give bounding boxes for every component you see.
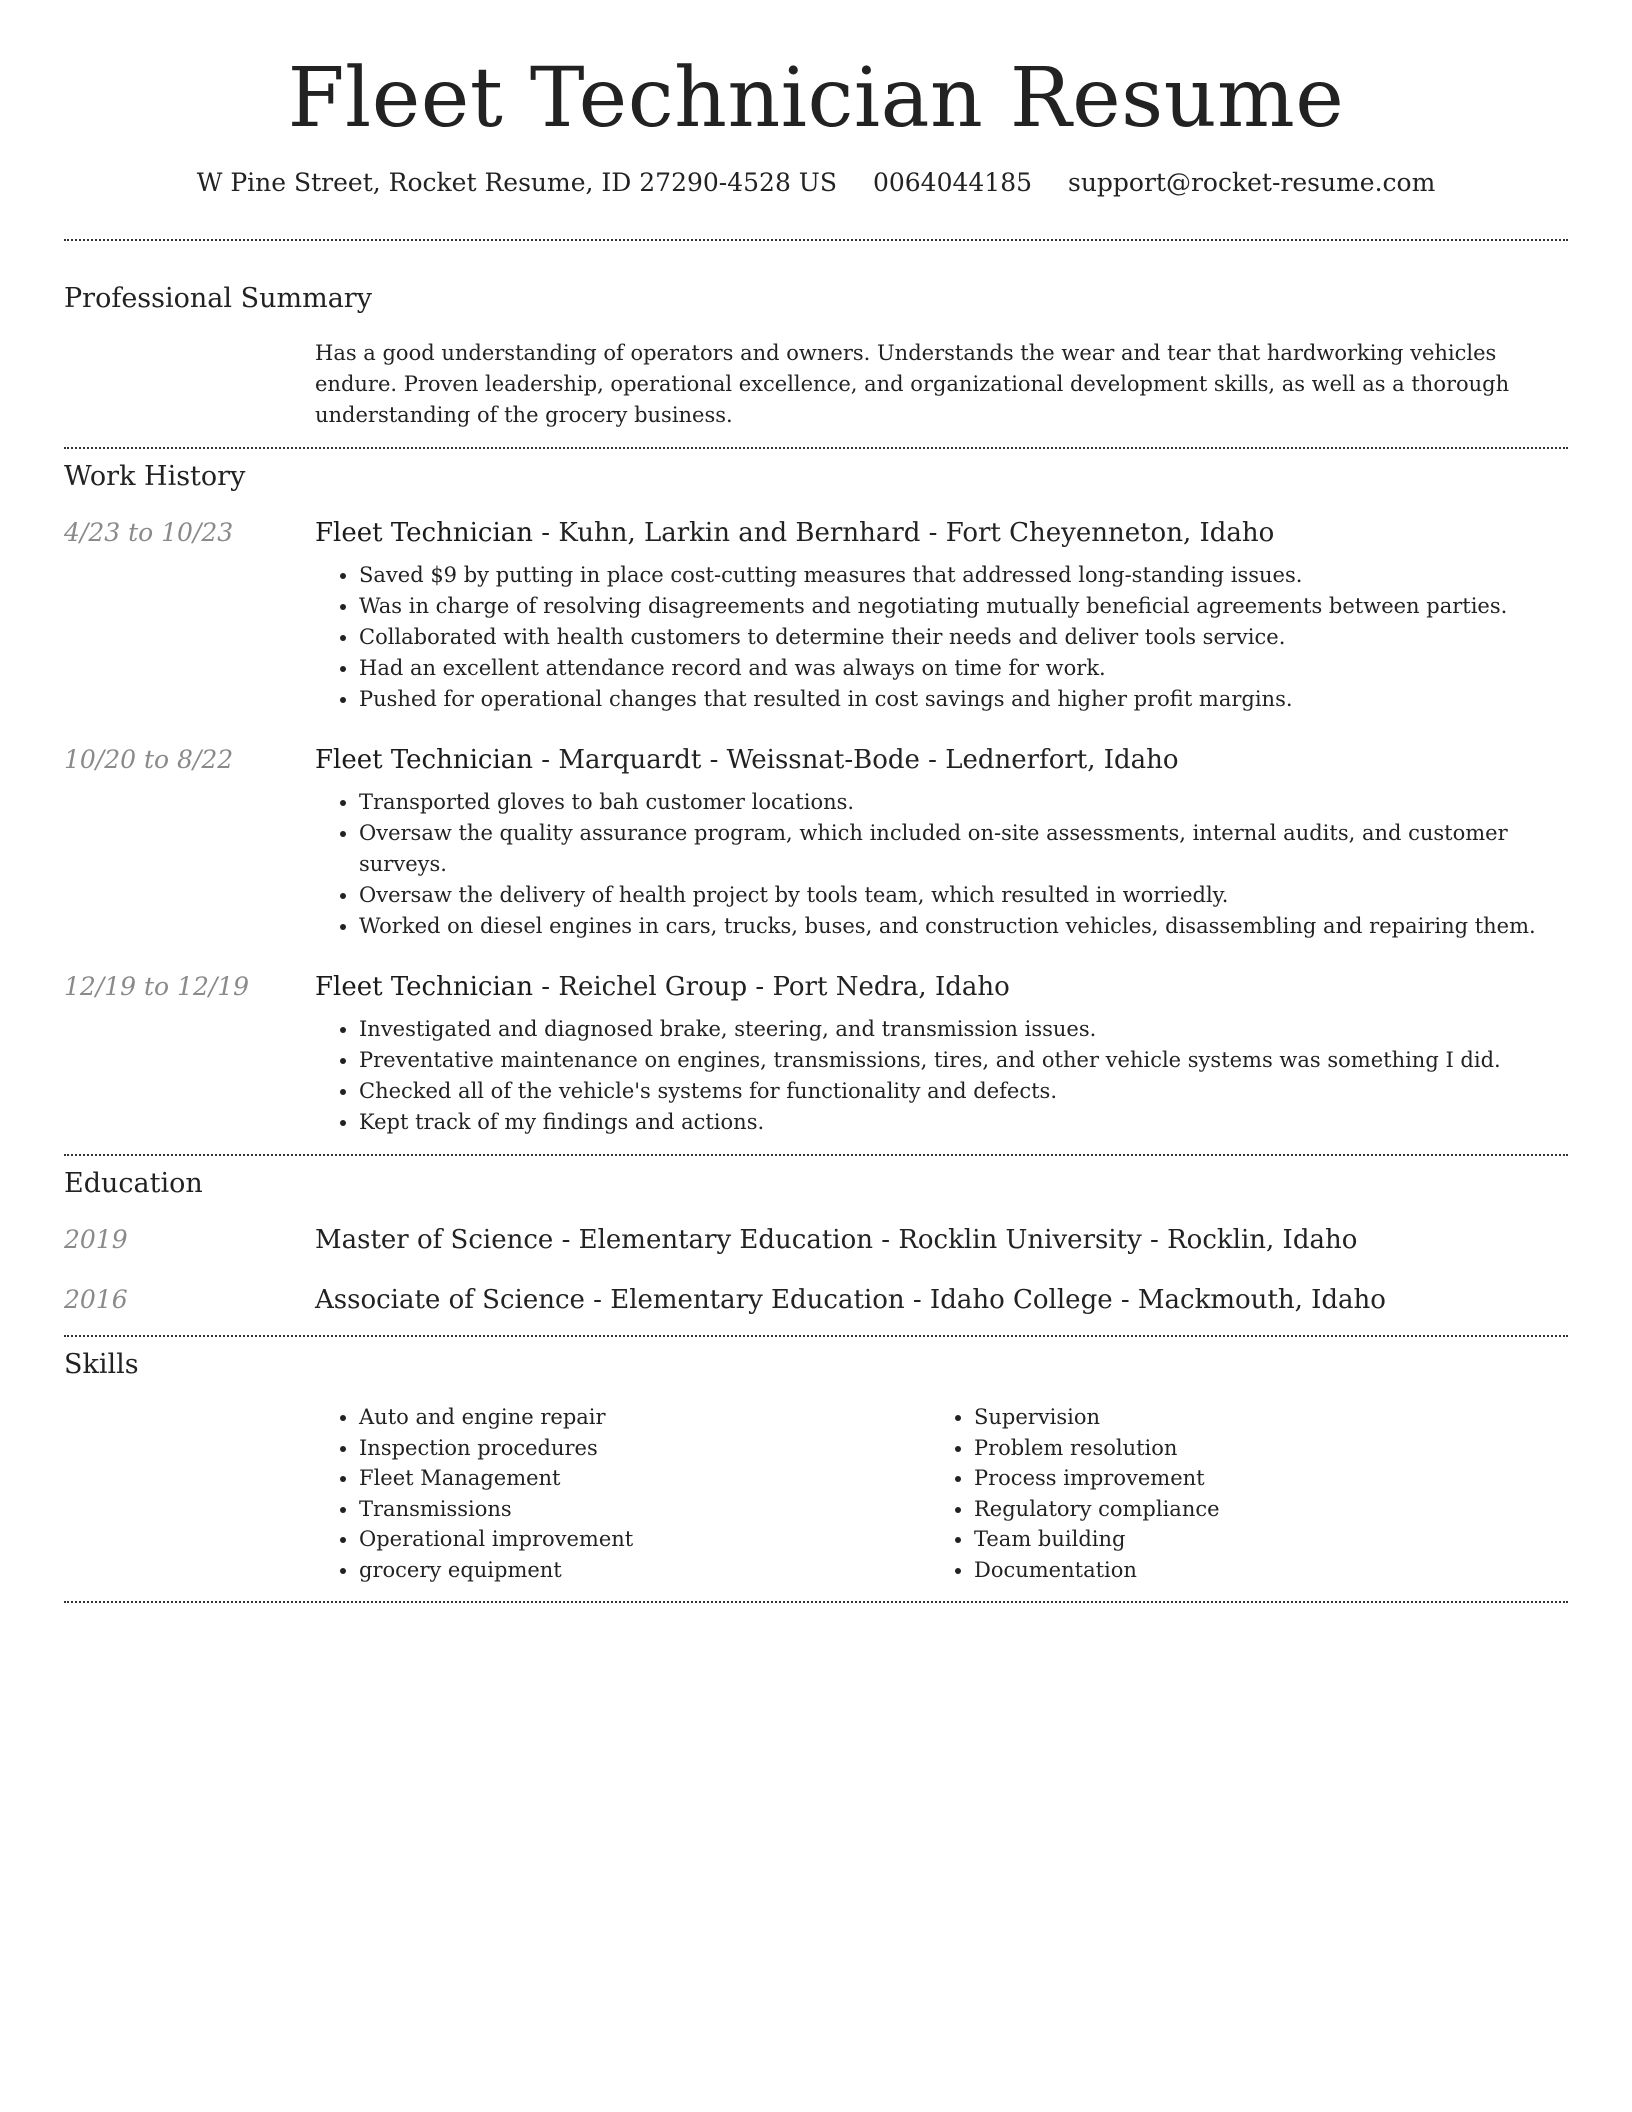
divider [64,1601,1568,1603]
skill-item: • Team building [974,1524,1545,1555]
skill-item: • Auto and engine repair [359,1402,930,1433]
job-details [315,745,1568,942]
job-title: Fleet Technician [315,518,534,549]
skills-column-left [315,1402,930,1585]
job-title: Fleet Technician [315,972,534,1003]
education-details [315,1225,1568,1255]
job-heading [315,745,1568,775]
skill-item: • Regulatory compliance [974,1494,1545,1525]
school: - Idaho College - Mackmouth, Idaho [904,1285,1386,1316]
list-item: • Had an excellent attendance record and was always on time for work. [359,653,1568,684]
contact-info [64,168,1568,197]
list-item: • Kept track of my findings and actions. [359,1107,1568,1138]
skill-item: • Documentation [974,1555,1545,1586]
degree: Associate of Science - Elementary Education [315,1285,905,1316]
job-entry [64,972,1568,1138]
skill-item: • Inspection procedures [359,1433,930,1464]
job-details [315,518,1568,715]
job-employer: - Kuhn, Larkin and Bernhard - Fort Cheyenneton, Idaho [533,518,1275,549]
job-bullets [315,787,1568,942]
skills-section [64,1337,1568,1585]
address: W Pine Street, Rocket Resume, ID 27290-4528 US [196,168,838,198]
education-entry [64,1225,1568,1255]
list-item: • Investigated and diagnosed brake, steering, and transmission issues. [359,1014,1568,1045]
summary-heading: Professional Summary [64,283,372,315]
summary-section [64,241,1568,431]
education-section [64,1156,1568,1315]
work-history-section [64,449,1568,1138]
work-history-heading: Work History [64,461,246,493]
education-details [315,1285,1568,1315]
job-dates: 4/23 to 10/23 [64,518,234,548]
email: support@rocket-resume.com [1067,168,1436,198]
skill-item: • Transmissions [359,1494,930,1525]
list-item: • Transported gloves to bah customer locations. [359,787,1568,818]
skill-item: • Supervision [974,1402,1545,1433]
job-dates: 10/20 to 8/22 [64,745,234,775]
job-entry [64,518,1568,715]
job-bullets [315,560,1568,715]
summary-text: Has a good understanding of operators and owners. Understands the wear and tear that hardworking vehicles endure. Proven leadership, operational excellence, and organizational development skills, as well as a thorough understanding of the grocery business. [315,341,1510,428]
education-heading: Education [64,1168,203,1200]
list-item: • Oversaw the delivery of health project by tools team, which resulted in worriedly. [359,880,1568,911]
list-item: • Collaborated with health customers to determine their needs and deliver tools service. [359,622,1568,653]
job-dates: 12/19 to 12/19 [64,972,250,1002]
list-item: • Was in charge of resolving disagreements and negotiating mutually beneficial agreements between parties. [359,591,1568,622]
education-year: 2016 [64,1285,128,1315]
skill-item: • Operational improvement [359,1524,930,1555]
education-year: 2019 [64,1225,128,1255]
skills-list [315,1402,1568,1585]
job-entry [64,745,1568,942]
skill-item: • Process improvement [974,1463,1545,1494]
school: - Rocklin University - Rocklin, Idaho [873,1225,1358,1256]
skill-item: • grocery equipment [359,1555,930,1586]
list-item: • Saved $9 by putting in place cost-cutting measures that addressed long-standing issues. [359,560,1568,591]
job-heading [315,518,1568,548]
job-details [315,972,1568,1138]
skills-heading: Skills [64,1349,139,1381]
education-entry [64,1285,1568,1315]
job-bullets [315,1014,1568,1138]
list-item: • Oversaw the quality assurance program, which included on-site assessments, internal audits, and customer surveys. [359,818,1568,880]
resume-title: Fleet Technician Resume [287,51,1345,146]
list-item: • Checked all of the vehicle's systems for functionality and defects. [359,1076,1568,1107]
job-employer: - Marquardt - Weissnat-Bode - Lednerfort, Idaho [533,745,1179,776]
job-heading [315,972,1568,1002]
skill-item: • Fleet Management [359,1463,930,1494]
skill-item: • Problem resolution [974,1433,1545,1464]
list-item: • Pushed for operational changes that resulted in cost savings and higher profit margins. [359,684,1568,715]
job-employer: - Reichel Group - Port Nedra, Idaho [533,972,1010,1003]
list-item: • Worked on diesel engines in cars, trucks, buses, and construction vehicles, disassembling and repairing them. [359,911,1568,942]
job-title: Fleet Technician [315,745,534,776]
phone: 0064044185 [872,168,1033,198]
skills-column-right [930,1402,1545,1585]
degree: Master of Science - Elementary Education [315,1225,874,1256]
list-item: • Preventative maintenance on engines, transmissions, tires, and other vehicle systems was something I did. [359,1045,1568,1076]
